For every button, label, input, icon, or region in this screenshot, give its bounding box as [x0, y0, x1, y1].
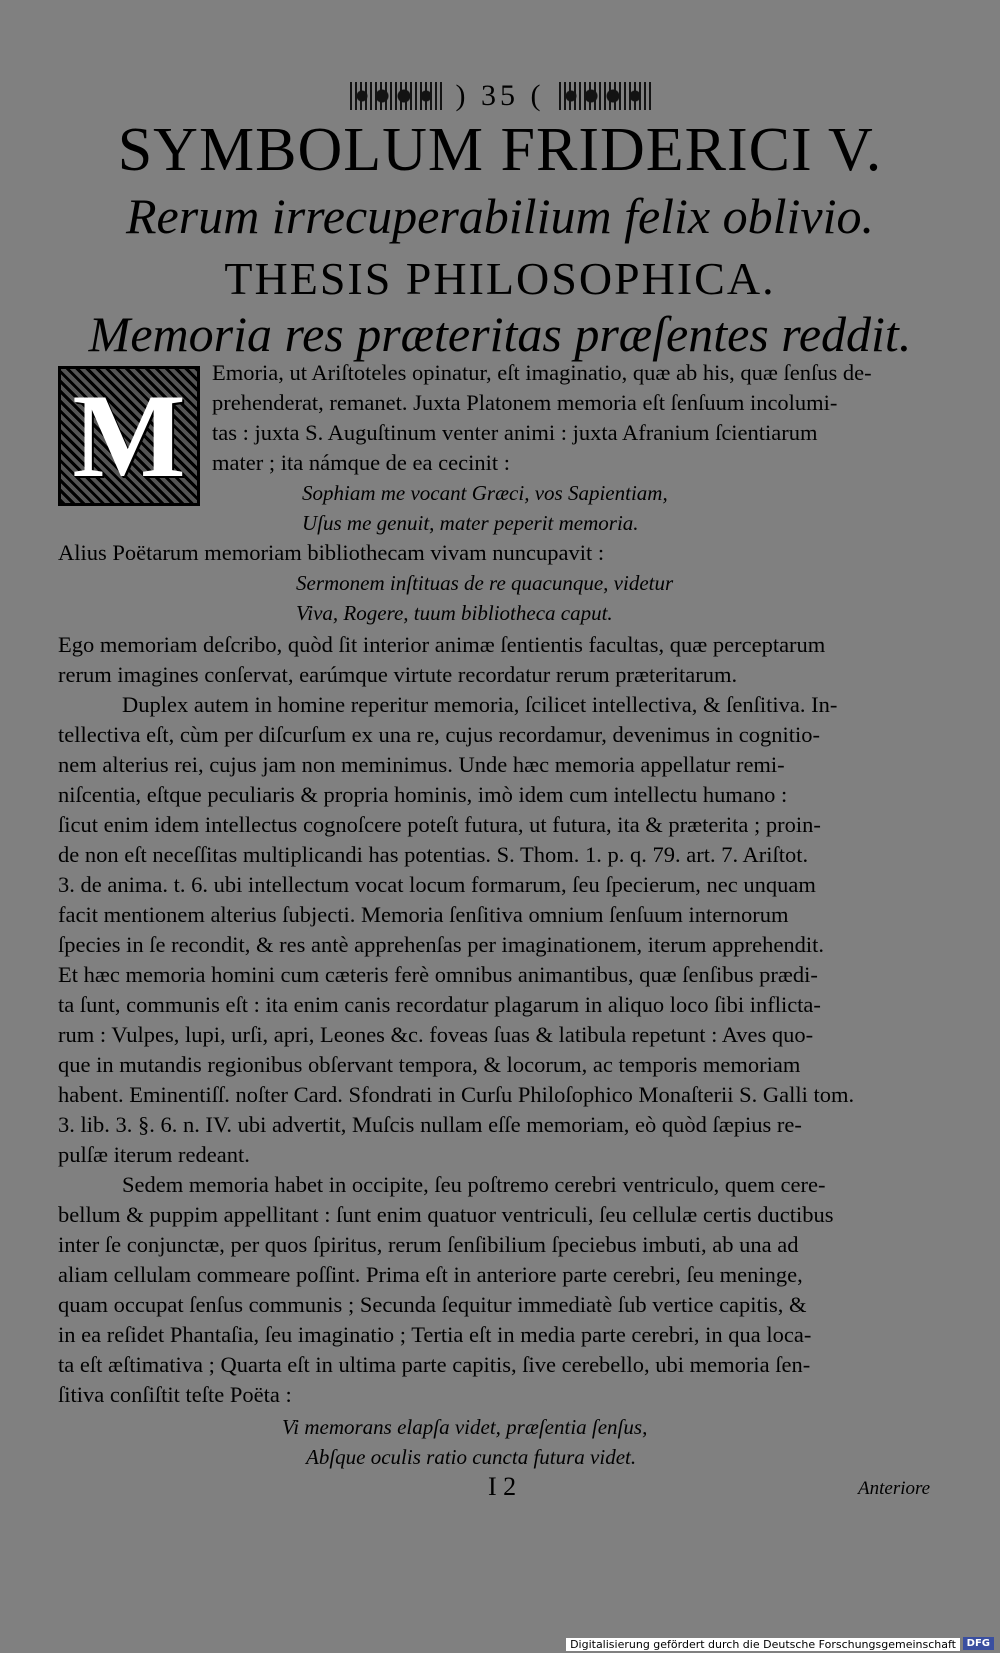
text-line: habent. Eminentiſſ. noſter Card. Sfondrati in Curſu Philoſophico Monaſterii S. Galli tom. [58, 1082, 855, 1107]
verse-line: Viva, Rogere, tuum bibliotheca caput. [296, 601, 613, 625]
signature-mark: I 2 [488, 1472, 517, 1501]
text-line: Duplex autem in homine reperitur memoria, ſcilicet intellectiva, & ſenſitiva. In- [122, 692, 838, 717]
page-number: 35 [481, 79, 519, 112]
verse-line: Vi memorans elapſa videt, præſentia ſenſus, [282, 1415, 648, 1439]
text-line: ſitiva conſiſtit teſte Poëta : [58, 1382, 292, 1407]
page-header: ) 35 ( [0, 76, 1000, 116]
text-line: Sedem memoria habet in occipite, ſeu poſtremo cerebri ventriculo, quem cere- [122, 1172, 826, 1197]
text-line: rum : Vulpes, lupi, urſi, apri, Leones &c. foveas ſuas & latibula repetunt : Aves quo- [58, 1022, 814, 1047]
funding-notice: Digitalisierung gefördert durch die Deutsche Forschungsgemeinschaft [566, 1638, 960, 1651]
text-line: pulſæ iterum redeant. [58, 1142, 250, 1167]
text-line: ſpecies in ſe recondit, & res antè apprehenſas per imaginationem, iterum apprehendit. [58, 932, 824, 957]
dfg-logo-icon: DFG [963, 1637, 994, 1650]
text-line: niſcentia, eſtque peculiaris & propria hominis, imò idem cum intellectu humano : [58, 782, 788, 807]
text-line: que in mutandis regionibus obſervant tempora, & locorum, ac temporis memoriam [58, 1052, 801, 1077]
text-line: nem alterius rei, cujus jam non meminimus. Unde hæc memoria appellatur remi- [58, 752, 785, 777]
ornament-left-icon [350, 82, 442, 110]
decorated-initial [58, 366, 200, 506]
text-line: tellectiva eſt, cùm per diſcurſum ex una re, cujus recordamur, devenimus in cognitio- [58, 722, 820, 747]
text-line: bellum & puppim appellitant : ſunt enim quatuor ventriculi, ſeu cellulæ certis ductibus [58, 1202, 834, 1227]
thesis-statement: Memoria res præteritas præſentes reddit. [88, 306, 912, 362]
symbolum-title: SYMBOLUM FRIDERICI V. [117, 116, 883, 184]
text-line: ta eſt æſtimativa ; Quarta eſt in ultima parte capitis, ſive cerebello, ubi memoria ſen- [58, 1352, 811, 1377]
text-line: in ea reſidet Phantaſia, ſeu imaginatio ; Tertia eſt in media parte cerebri, in qua loca- [58, 1322, 812, 1347]
text-line: ta ſunt, communis eſt : ita enim canis recordatur plagarum in aliquo loco ſibi inflicta- [58, 992, 821, 1017]
verse-line: Uſus me genuit, mater peperit memoria. [302, 511, 639, 535]
text-line: tas : juxta S. Auguſtinum venter animi : juxta Afranium ſcientiarum [212, 420, 818, 445]
text-line: de non eſt neceſſitas multiplicandi has potentias. S. Thom. 1. p. q. 79. art. 7. Ariſtot. [58, 842, 809, 867]
text-line: 3. lib. 3. §. 6. n. IV. ubi advertit, Muſcis nullam eſſe memoriam, eò quòd ſæpius re- [58, 1112, 802, 1137]
text-line: Alius Poëtarum memoriam bibliothecam vivam nuncupavit : [58, 540, 605, 565]
text-line: prehenderat, remanet. Juxta Platonem memoria eſt ſenſuum incolumi- [212, 390, 838, 415]
text-line: ſicut enim idem intellectus cognoſcere poteſt futura, ut futura, ita & præterita ; proin- [58, 812, 821, 837]
text-line: inter ſe conjunctæ, per quos ſpiritus, rerum ſenſibilium ſpeciebus imbuti, ab una ad [58, 1232, 799, 1257]
text-line: aliam cellulam commeare poſſint. Prima eſt in anteriore parte cerebri, ſeu meninge, [58, 1262, 803, 1287]
text-line: 3. de anima. t. 6. ubi intellectum vocat locum formarum, ſeu ſpecierum, nec unquam [58, 872, 816, 897]
text-line: quam occupat ſenſus communis ; Secunda ſequitur immediatè ſub vertice capitis, & [58, 1292, 807, 1317]
motto: Rerum irrecuperabilium felix oblivio. [126, 188, 874, 244]
text-line: facit mentionem alterius ſubjecti. Memoria ſenſitiva omnium ſenſuum internorum [58, 902, 789, 927]
text-line: Emoria, ut Ariſtoteles opinatur, eſt imaginatio, quæ ab his, quæ ſenſus de- [212, 360, 872, 385]
verse-line: Abſque oculis ratio cuncta futura videt. [306, 1445, 637, 1469]
thesis-heading: THESIS PHILOSOPHICA. [224, 253, 776, 304]
dropcap-letter: M [72, 369, 186, 502]
catchword: Anteriore [858, 1478, 931, 1499]
ornament-right-icon [559, 82, 651, 110]
verse-line: Sermonem inſtituas de re quacunque, videtur [296, 571, 674, 595]
text-line: mater ; ita námque de ea cecinit : [212, 450, 510, 475]
verse-line: Sophiam me vocant Græci, vos Sapientiam, [302, 481, 668, 505]
text-line: Ego memoriam deſcribo, quòd ſit interior animæ ſentientis facultas, quæ perceptarum [58, 632, 826, 657]
text-line: rerum imagines conſervat, earúmque virtute recordatur rerum præteritarum. [58, 662, 738, 687]
text-line: Et hæc memoria homini cum cæteris ferè omnibus animantibus, quæ ſenſibus prædi- [58, 962, 818, 987]
